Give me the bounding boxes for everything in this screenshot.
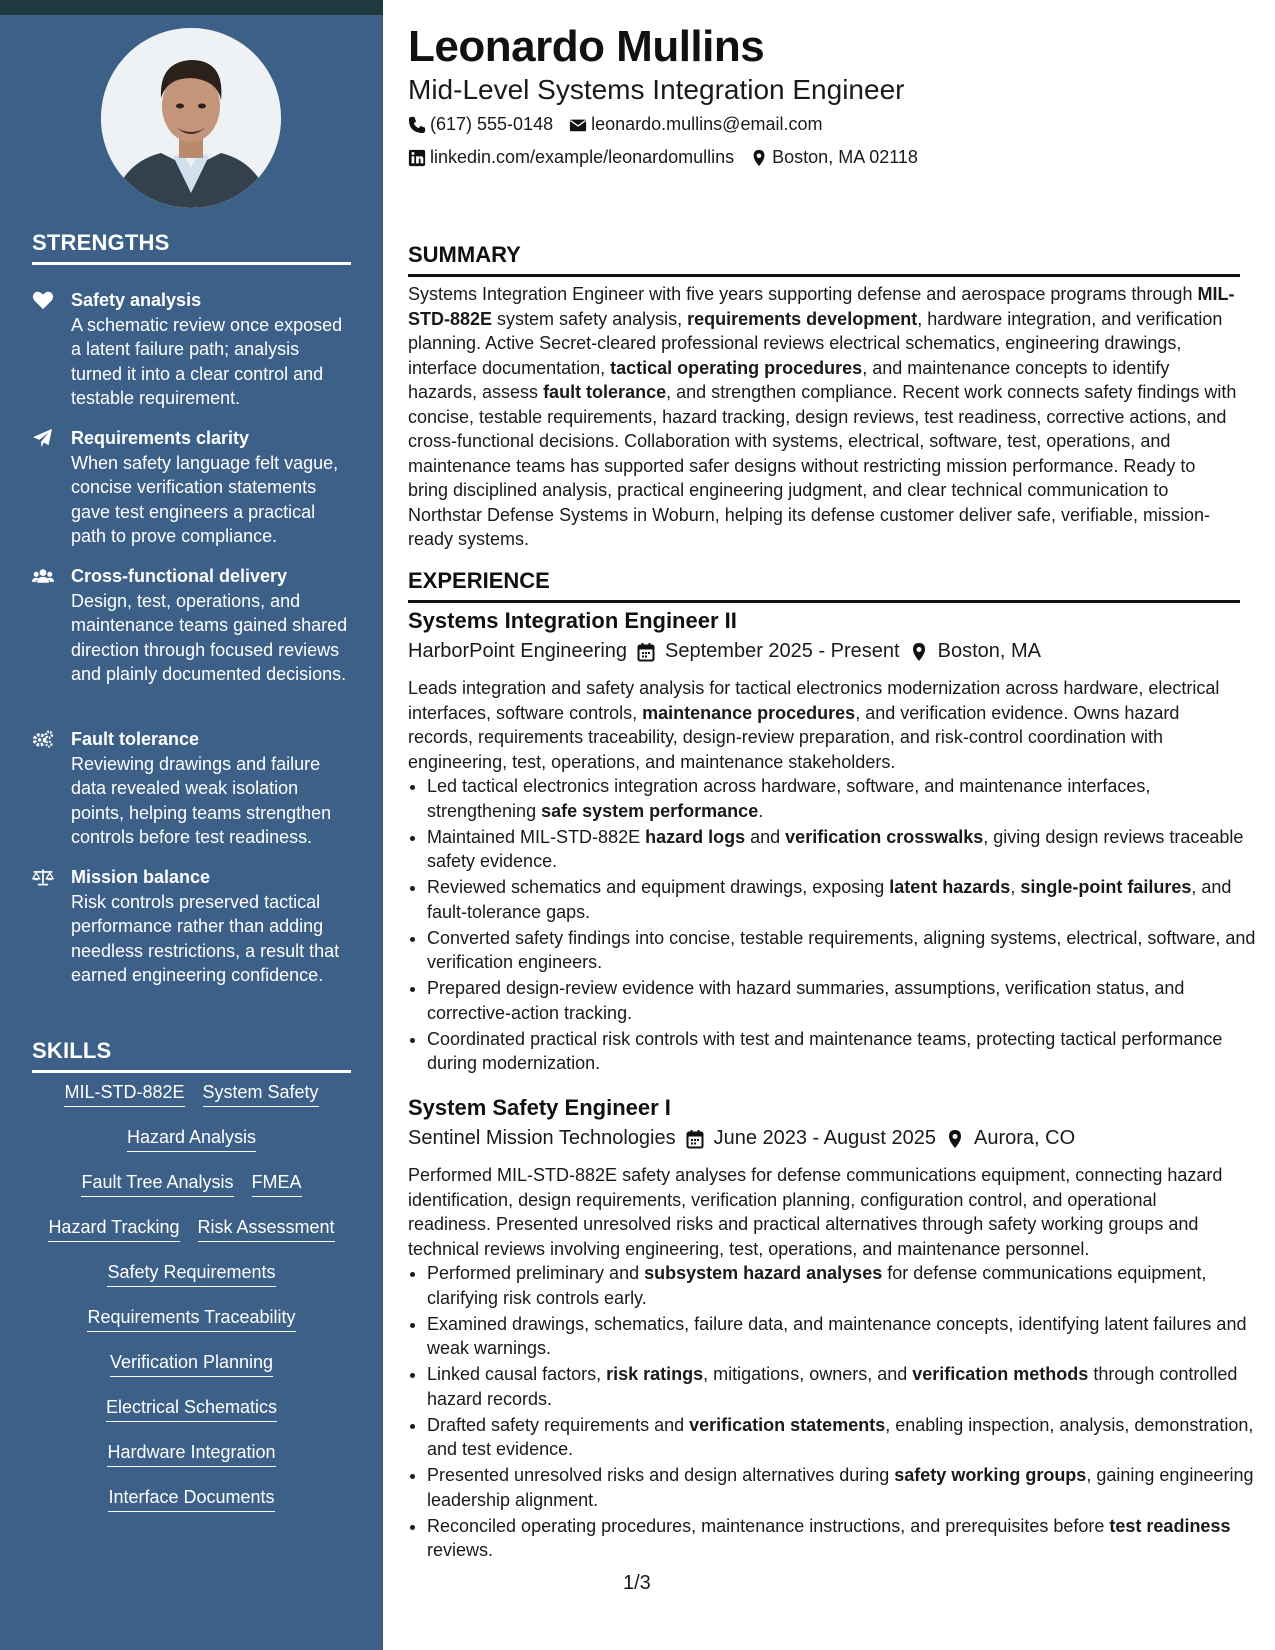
- job-bullet: • Led tactical electronics integration across hardware, software, and maintenance interfaces, strengthening safe system performance.: [427, 774, 1259, 823]
- contact-row: [408, 114, 822, 135]
- strengths-heading: STRENGTHS: [32, 230, 351, 265]
- job-bullets: [408, 1261, 1259, 1564]
- scale-icon: [32, 867, 54, 887]
- job-dates: June 2023 - August 2025: [713, 1127, 936, 1149]
- skill-tag: Safety Requirements: [107, 1262, 275, 1287]
- calendar-icon: [637, 642, 655, 662]
- skill-tag: Electrical Schematics: [106, 1397, 277, 1422]
- strength-description: When safety language felt vague, concise verification statements gave test engineers a practical path to prove compliance.: [71, 452, 339, 546]
- skill-tag: Fault Tree Analysis: [81, 1172, 233, 1197]
- job-title: Systems Integration Engineer II: [408, 608, 737, 633]
- users-icon: [32, 566, 54, 586]
- page-number: 1/3: [623, 1572, 651, 1594]
- strength-description: Design, test, operations, and maintenance teams gained shared direction through focused reviews and plainly documented decisions.: [71, 590, 348, 684]
- linkedin-link[interactable]: linkedin.com/example/leonardomullins: [430, 147, 735, 167]
- job-meta: [408, 1127, 1075, 1150]
- job-bullet: • Examined drawings, schematics, failure data, and maintenance concepts, identifying latent failures and weak warnings.: [427, 1312, 1259, 1361]
- job-bullet: • Maintained MIL-STD-882E hazard logs and verification crosswalks, giving design reviews traceable safety evidence.: [427, 825, 1259, 874]
- job-bullet: • Linked causal factors, risk ratings, mitigations, owners, and verification methods through controlled hazard records.: [427, 1362, 1259, 1411]
- skill-tag: Hazard Tracking: [48, 1217, 179, 1242]
- job-bullet: • Drafted safety requirements and verification statements, enabling inspection, analysis, demonstration, and test evidence.: [427, 1413, 1259, 1462]
- strength-description: Reviewing drawings and failure data revealed weak isolation points, helping teams strengthen controls before test readiness.: [71, 753, 332, 847]
- skill-tag: Hazard Analysis: [127, 1127, 256, 1152]
- job-title: System Safety Engineer I: [408, 1095, 671, 1120]
- strength-title: Safety analysis: [71, 290, 202, 310]
- email-link[interactable]: leonardo.mullins@email.com: [591, 114, 823, 134]
- company-name: Sentinel Mission Technologies: [408, 1127, 676, 1149]
- candidate-name: Leonardo Mullins: [408, 22, 765, 71]
- strength-item: [32, 426, 352, 549]
- contact-row: [408, 147, 918, 168]
- gears-icon: [32, 729, 54, 749]
- phone-number: (617) 555-0148: [430, 114, 554, 134]
- skill-tag: MIL-STD-882E: [64, 1082, 184, 1107]
- experience-heading: EXPERIENCE: [408, 568, 1240, 603]
- strength-item: [32, 727, 352, 850]
- location-text: Boston, MA 02118: [772, 147, 918, 167]
- skill-tag: Verification Planning: [110, 1352, 273, 1377]
- calendar-icon: [686, 1129, 704, 1149]
- strength-title: Requirements clarity: [71, 428, 250, 448]
- skill-tag: Hardware Integration: [107, 1442, 275, 1467]
- summary-text: Systems Integration Engineer with five years supporting defense and aerospace programs through MIL-STD-882E system safety analysis, requirements development, hardware integration, and verification planning. Active Secret-cleared professional reviews electrical schematics, engineering drawings, interface documentation, tactical operating procedures, and maintenance concepts to identify hazards, assess fault tolerance, and strengthen compliance. Recent work connects safety findings with concise, testable requirements, hazard tracking, design reviews, test readiness, corrective actions, and cross-functional decisions. Collaboration with systems, electrical, software, test, operations, and maintenance teams has supported safer designs without restricting mission performance. Ready to bring disciplined analysis, practical engineering judgment, and clear technical communication to Northstar Defense Systems in Woburn, helping its defense customer deliver safe, verifiable, mission-ready systems.: [408, 284, 1237, 549]
- map-pin-icon: [750, 149, 768, 167]
- strength-item: [32, 865, 352, 988]
- envelope-icon: [569, 116, 587, 134]
- job-bullets: [408, 774, 1259, 1077]
- job-bullet: • Reviewed schematics and equipment drawings, exposing latent hazards, single-point failures, and fault-tolerance gaps.: [427, 875, 1259, 924]
- strength-item: [32, 564, 352, 687]
- sidebar-top-bar: [0, 0, 383, 15]
- paper-plane-icon: [32, 428, 54, 448]
- skills-heading: SKILLS: [32, 1038, 351, 1073]
- company-name: HarborPoint Engineering: [408, 640, 628, 662]
- job-dates: September 2025 - Present: [665, 640, 900, 662]
- skill-tag: Interface Documents: [108, 1487, 274, 1512]
- skill-tag: FMEA: [252, 1172, 302, 1197]
- heart-icon: [32, 290, 54, 310]
- job-bullet: • Presented unresolved risks and design alternatives during safety working groups, gaining engineering leadership alignment.: [427, 1463, 1259, 1512]
- avatar: [101, 28, 281, 208]
- job-bullet: • Coordinated practical risk controls with test and maintenance teams, protecting tactical performance during modernization.: [427, 1027, 1259, 1076]
- job-location: Boston, MA: [937, 640, 1042, 662]
- candidate-title: Mid-Level Systems Integration Engineer: [408, 74, 905, 105]
- linkedin-icon: [408, 149, 426, 167]
- skill-tag: Requirements Traceability: [87, 1307, 295, 1332]
- job-bullet: • Reconciled operating procedures, maintenance instructions, and prerequisites before test readiness reviews.: [427, 1514, 1259, 1563]
- job-description: Performed MIL-STD-882E safety analyses for defense communications equipment, connecting hazard identification, design requirements, verification planning, configuration control, and operational readiness. Presented unresolved risks and practical alternatives through safety working groups and technical reviews involving engineering, test, operations, and maintenance personnel.: [408, 1165, 1223, 1259]
- strength-description: Risk controls preserved tactical performance rather than adding needless restrictions, a result that earned engineering confidence.: [71, 891, 340, 985]
- map-pin-icon: [910, 642, 928, 662]
- strength-title: Mission balance: [71, 867, 211, 887]
- job-bullet: • Performed preliminary and subsystem hazard analyses for defense communications equipment, clarifying risk controls early.: [427, 1261, 1259, 1310]
- job-meta: [408, 640, 1041, 663]
- strength-description: A schematic review once exposed a latent failure path; analysis turned it into a clear control and testable requirement.: [71, 314, 343, 408]
- strength-title: Fault tolerance: [71, 729, 200, 749]
- job-location: Aurora, CO: [973, 1127, 1076, 1149]
- map-pin-icon: [946, 1129, 964, 1149]
- phone-icon: [408, 116, 426, 134]
- job-bullet: • Converted safety findings into concise, testable requirements, aligning systems, electrical, software, and verification engineers.: [427, 926, 1259, 975]
- job-description: Leads integration and safety analysis for tactical electronics modernization across hardware, electrical interfaces, software controls, maintenance procedures, and verification evidence. Owns hazard records, requirements traceability, design-review preparation, and risk-control coordination with engineering, test, operations, and maintenance stakeholders.: [408, 678, 1220, 772]
- skill-tag: System Safety: [203, 1082, 319, 1107]
- sidebar: [0, 0, 383, 1650]
- summary-heading: SUMMARY: [408, 242, 1240, 277]
- skill-tag: Risk Assessment: [198, 1217, 335, 1242]
- strength-title: Cross-functional delivery: [71, 566, 288, 586]
- strength-item: [32, 288, 352, 411]
- skills-list: [32, 1082, 351, 1532]
- job-bullet: • Prepared design-review evidence with hazard summaries, assumptions, verification status, and corrective-action tracking.: [427, 976, 1259, 1025]
